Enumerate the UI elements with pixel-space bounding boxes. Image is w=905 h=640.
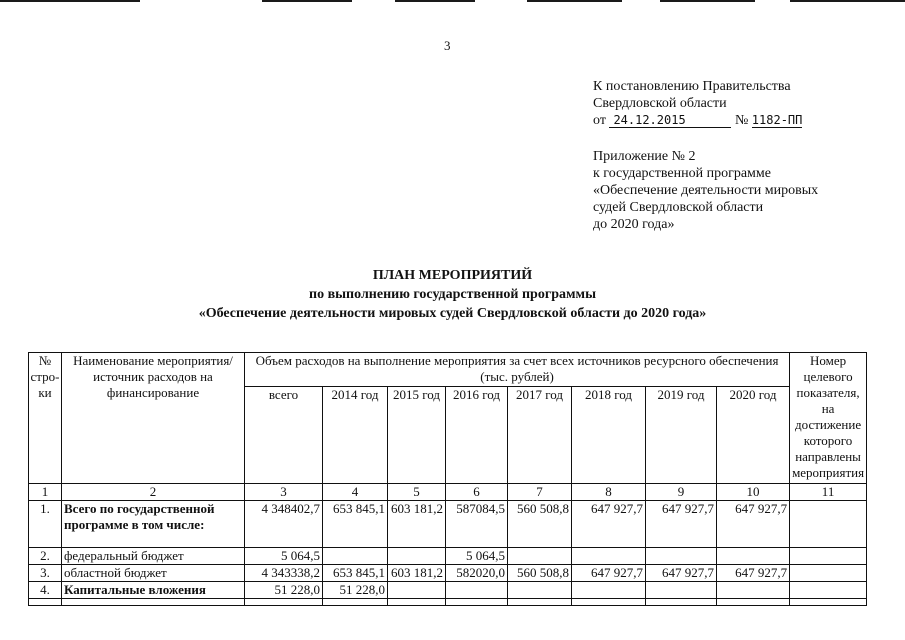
- header-year: 2020 год: [717, 387, 790, 484]
- column-number: 5: [388, 484, 446, 501]
- approval-date: 24.12.2015: [609, 114, 731, 128]
- table-row: [29, 582, 867, 599]
- row-value: [388, 582, 446, 599]
- row-value: [323, 548, 388, 565]
- row-value: 603 181,2: [388, 501, 446, 548]
- row-value: [646, 582, 717, 599]
- header-year: 2018 год: [572, 387, 646, 484]
- row-value: 647 927,7: [572, 565, 646, 582]
- row-value: 582020,0: [446, 565, 508, 582]
- table-cutoff-row: [29, 599, 867, 606]
- scan-edge-line: [0, 0, 140, 2]
- row-value: 603 181,2: [388, 565, 446, 582]
- column-number: 2: [62, 484, 245, 501]
- column-number: 3: [245, 484, 323, 501]
- row-value: 51 228,0: [323, 582, 388, 599]
- number-prefix: №: [734, 113, 749, 128]
- row-value: 587084,5: [446, 501, 508, 548]
- row-number: 2.: [29, 548, 62, 565]
- appendix-line: судей Свердловской области: [593, 200, 764, 215]
- scan-edge-line: [527, 0, 622, 2]
- header-volume: Объем расходов на выполнение мероприятия за счет всех источников ресурсного обеспечения (тыс. рублей): [245, 353, 790, 387]
- row-value: 653 845,1: [323, 501, 388, 548]
- row-value: 51 228,0: [245, 582, 323, 599]
- header-year: всего: [245, 387, 323, 484]
- table-row: [29, 565, 867, 582]
- row-value: 560 508,8: [508, 565, 572, 582]
- column-number: 9: [646, 484, 717, 501]
- appendix-block: [593, 148, 818, 233]
- page-number: 3: [444, 38, 451, 53]
- column-number: 10: [717, 484, 790, 501]
- scan-edge-line: [262, 0, 352, 2]
- row-value: [717, 582, 790, 599]
- row-name: Капитальные вложения: [62, 582, 245, 599]
- column-number: 1: [29, 484, 62, 501]
- row-value: 560 508,8: [508, 501, 572, 548]
- row-value: [572, 548, 646, 565]
- approval-line: К постановлению Правительства: [593, 79, 791, 94]
- row-value: 4 343338,2: [245, 565, 323, 582]
- row-name: областной бюджет: [62, 565, 245, 582]
- header-row: [29, 353, 867, 387]
- row-value: 5 064,5: [446, 548, 508, 565]
- approval-date-line: [593, 112, 802, 129]
- row-value: [446, 582, 508, 599]
- header-year: 2014 год: [323, 387, 388, 484]
- appendix-line: Приложение № 2: [593, 149, 696, 164]
- scan-edge-line: [790, 0, 905, 2]
- scan-edge-line: [660, 0, 755, 2]
- row-value: [508, 548, 572, 565]
- appendix-line: до 2020 года»: [593, 217, 675, 232]
- row-number: 4.: [29, 582, 62, 599]
- scan-edge-line: [395, 0, 475, 2]
- row-value: [388, 548, 446, 565]
- column-number-row: [29, 484, 867, 501]
- row-value: [572, 582, 646, 599]
- table-row: [29, 501, 867, 548]
- header-target: Номер целевого показателя, на достижение которого направлены мероприятия: [790, 353, 867, 484]
- plan-table: [28, 352, 867, 606]
- row-target: [790, 582, 867, 599]
- column-number: 4: [323, 484, 388, 501]
- header-year: 2017 год: [508, 387, 572, 484]
- date-prefix: от: [593, 113, 606, 128]
- row-number: 3.: [29, 565, 62, 582]
- header-year: 2015 год: [388, 387, 446, 484]
- appendix-line: «Обеспечение деятельности мировых: [593, 183, 819, 198]
- row-value: 647 927,7: [646, 501, 717, 548]
- document-title: [0, 266, 905, 323]
- row-value: 647 927,7: [717, 501, 790, 548]
- header-row-no: № стро-ки: [29, 353, 62, 484]
- row-target: [790, 565, 867, 582]
- row-target: [790, 548, 867, 565]
- row-number: 1.: [29, 501, 62, 548]
- appendix-line: к государственной программе: [593, 166, 771, 181]
- row-value: 647 927,7: [646, 565, 717, 582]
- approval-number: 1182-ПП: [751, 113, 803, 127]
- row-target: [790, 501, 867, 548]
- header-year: 2019 год: [646, 387, 717, 484]
- row-value: 653 845,1: [323, 565, 388, 582]
- row-value: 647 927,7: [572, 501, 646, 548]
- title-line: «Обеспечение деятельности мировых судей Свердловской области до 2020 года»: [198, 306, 707, 321]
- header-year: 2016 год: [446, 387, 508, 484]
- row-name: Всего по государственной программе в том числе:: [62, 501, 245, 548]
- row-value: [646, 548, 717, 565]
- title-line: ПЛАН МЕРОПРИЯТИЙ: [372, 268, 533, 283]
- table-row: [29, 548, 867, 565]
- column-number: 11: [790, 484, 867, 501]
- header-name: Наименование мероприятия/ источник расходов на финансирование: [62, 353, 245, 484]
- row-name: федеральный бюджет: [62, 548, 245, 565]
- row-value: [717, 548, 790, 565]
- title-line: по выполнению государственной программы: [309, 287, 596, 302]
- row-value: 4 348402,7: [245, 501, 323, 548]
- column-number: 8: [572, 484, 646, 501]
- column-number: 7: [508, 484, 572, 501]
- approval-line: Свердловской области: [593, 96, 727, 111]
- approval-block: [593, 78, 802, 129]
- row-value: [508, 582, 572, 599]
- row-value: 5 064,5: [245, 548, 323, 565]
- row-value: 647 927,7: [717, 565, 790, 582]
- column-number: 6: [446, 484, 508, 501]
